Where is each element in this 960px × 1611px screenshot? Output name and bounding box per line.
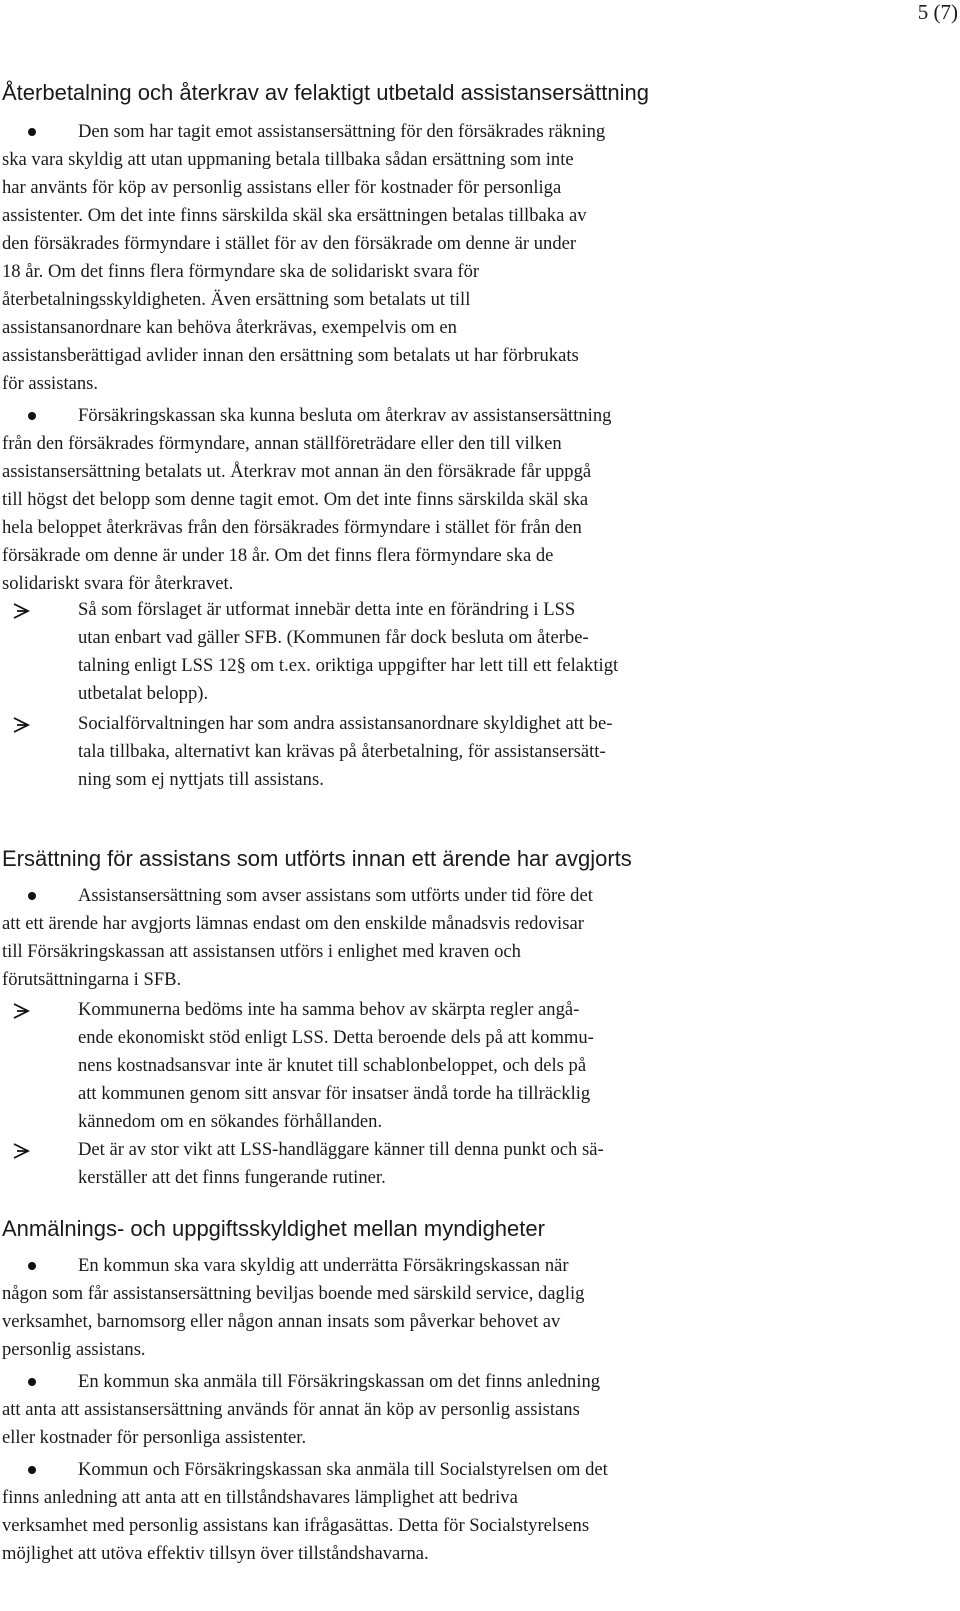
text-line: personlig assistans.: [2, 1339, 146, 1360]
text-line: ska vara skyldig att utan uppmaning betala tillbaka sådan ersättning som inte: [2, 149, 574, 170]
text-line: återbetalningsskyldigheten. Även ersättning som betalats ut till: [2, 289, 471, 310]
text-line: assistansberättigad avlider innan den ersättning som betalats ut har förbrukats: [2, 345, 579, 366]
arrow-list-item: [2, 1136, 762, 1192]
text-line: 18 år. Om det finns flera förmyndare ska de solidariskt svara för: [2, 261, 480, 282]
text-line: En kommun ska vara skyldig att underrätta Försäkringskassan när: [2, 1252, 762, 1280]
text-line: till Försäkringskassan att assistansen utförs i enlighet med kraven och: [2, 941, 521, 962]
bullet-dot-icon: [28, 1378, 36, 1386]
arrow-list-item: [2, 596, 762, 708]
text-line: Det är av stor vikt att LSS-handläggare känner till denna punkt och sä-: [2, 1136, 762, 1164]
text-line: Så som förslaget är utformat innebär detta inte en förändring i LSS: [2, 596, 762, 624]
text-line: nens kostnadsansvar inte är knutet till schablonbeloppet, och dels på: [78, 1055, 587, 1076]
bullet-list-item: [2, 1252, 762, 1364]
text-line: verksamhet, barnomsorg eller någon annan insats som påverkar behovet av: [2, 1311, 561, 1332]
arrow-list-item: [2, 710, 762, 794]
section-heading: Ersättning för assistans som utförts innan ett ärende har avgjorts: [2, 846, 632, 871]
text-line: från den försäkrades förmyndare, annan ställföreträdare eller den till vilken: [2, 433, 562, 454]
text-line: Kommunerna bedöms inte ha samma behov av skärpta regler angå-: [2, 996, 762, 1024]
bullet-dot-icon: [28, 1262, 36, 1270]
text-line: försäkrade om denne är under 18 år. Om det finns flera förmyndare ska de: [2, 545, 554, 566]
text-line: finns anledning att anta att en tillståndshavares lämplighet att bedriva: [2, 1487, 518, 1508]
text-line: förutsättningarna i SFB.: [2, 969, 182, 990]
text-line: assistenter. Om det inte finns särskilda skäl ska ersättningen betalas tillbaka av: [2, 205, 587, 226]
text-line: assistansersättning betalats ut. Återkrav mot annan än den försäkrade får uppgå: [2, 461, 592, 482]
text-line: ning som ej nyttjats till assistans.: [78, 769, 324, 790]
text-line: Socialförvaltningen har som andra assistansanordnare skyldighet att be-: [2, 710, 762, 738]
text-line: eller kostnader för personliga assistenter.: [2, 1427, 307, 1448]
text-line: Den som har tagit emot assistansersättning för den försäkrades räkning: [2, 118, 762, 146]
text-line: den försäkrades förmyndare i stället för av den försäkrade om denne är under: [2, 233, 577, 254]
arrowhead-bullet-icon: [12, 1001, 30, 1019]
text-line: utan enbart vad gäller SFB. (Kommunen får dock besluta om återbe-: [78, 627, 589, 648]
text-line: hela beloppet återkrävas från den försäkrades förmyndare i stället för från den: [2, 517, 582, 538]
text-line: solidariskt svara för återkravet.: [2, 573, 234, 594]
text-line: har använts för köp av personlig assistans eller för kostnader för personliga: [2, 177, 562, 198]
text-line: ende ekonomiskt stöd enligt LSS. Detta beroende dels på att kommu-: [78, 1027, 594, 1048]
text-line: för assistans.: [2, 373, 99, 394]
text-line: Kommun och Försäkringskassan ska anmäla till Socialstyrelsen om det: [2, 1456, 762, 1484]
bullet-list-item: [2, 118, 762, 398]
text-line: kerställer att det finns fungerande rutiner.: [78, 1167, 386, 1188]
bullet-list-item: [2, 402, 762, 598]
page-number: 5 (7): [917, 0, 958, 24]
text-line: utbetalat belopp).: [78, 683, 209, 704]
text-line: Försäkringskassan ska kunna besluta om återkrav av assistansersättning: [2, 402, 762, 430]
bullet-dot-icon: [28, 412, 36, 420]
text-line: assistansanordnare kan behöva återkrävas, exempelvis om en: [2, 317, 457, 338]
text-line: Assistansersättning som avser assistans som utförts under tid före det: [2, 882, 762, 910]
text-line: någon som får assistansersättning beviljas boende med särskild service, daglig: [2, 1283, 585, 1304]
bullet-list-item: [2, 1456, 762, 1568]
section-heading: Återbetalning och återkrav av felaktigt utbetald assistansersättning: [2, 80, 649, 105]
text-line: att ett ärende har avgjorts lämnas endast om den enskilde månadsvis redovisar: [2, 913, 584, 934]
arrowhead-bullet-icon: [12, 1141, 30, 1159]
text-line: att kommunen genom sitt ansvar för insatser ändå torde ha tillräcklig: [78, 1083, 591, 1104]
text-line: möjlighet att utöva effektiv tillsyn över tillståndshavarna.: [2, 1543, 429, 1564]
section-heading: Anmälnings- och uppgiftsskyldighet mellan myndigheter: [2, 1216, 545, 1241]
text-line: En kommun ska anmäla till Försäkringskassan om det finns anledning: [2, 1368, 762, 1396]
bullet-list-item: [2, 882, 762, 994]
arrow-list-item: [2, 996, 762, 1136]
bullet-dot-icon: [28, 1466, 36, 1474]
bullet-list-item: [2, 1368, 762, 1452]
text-line: till högst det belopp som denne tagit emot. Om det inte finns särskilda skäl ska: [2, 489, 589, 510]
text-line: att anta att assistansersättning används för annat än köp av personlig assistans: [2, 1399, 580, 1420]
bullet-dot-icon: [28, 892, 36, 900]
text-line: talning enligt LSS 12§ om t.ex. oriktiga uppgifter har lett till ett felaktigt: [78, 655, 619, 676]
bullet-dot-icon: [28, 128, 36, 136]
arrowhead-bullet-icon: [12, 601, 30, 619]
text-line: tala tillbaka, alternativt kan krävas på återbetalning, för assistansersätt-: [78, 741, 606, 762]
text-line: verksamhet med personlig assistans kan ifrågasättas. Detta för Socialstyrelsens: [2, 1515, 590, 1536]
text-line: kännedom om en sökandes förhållanden.: [78, 1111, 383, 1132]
arrowhead-bullet-icon: [12, 715, 30, 733]
